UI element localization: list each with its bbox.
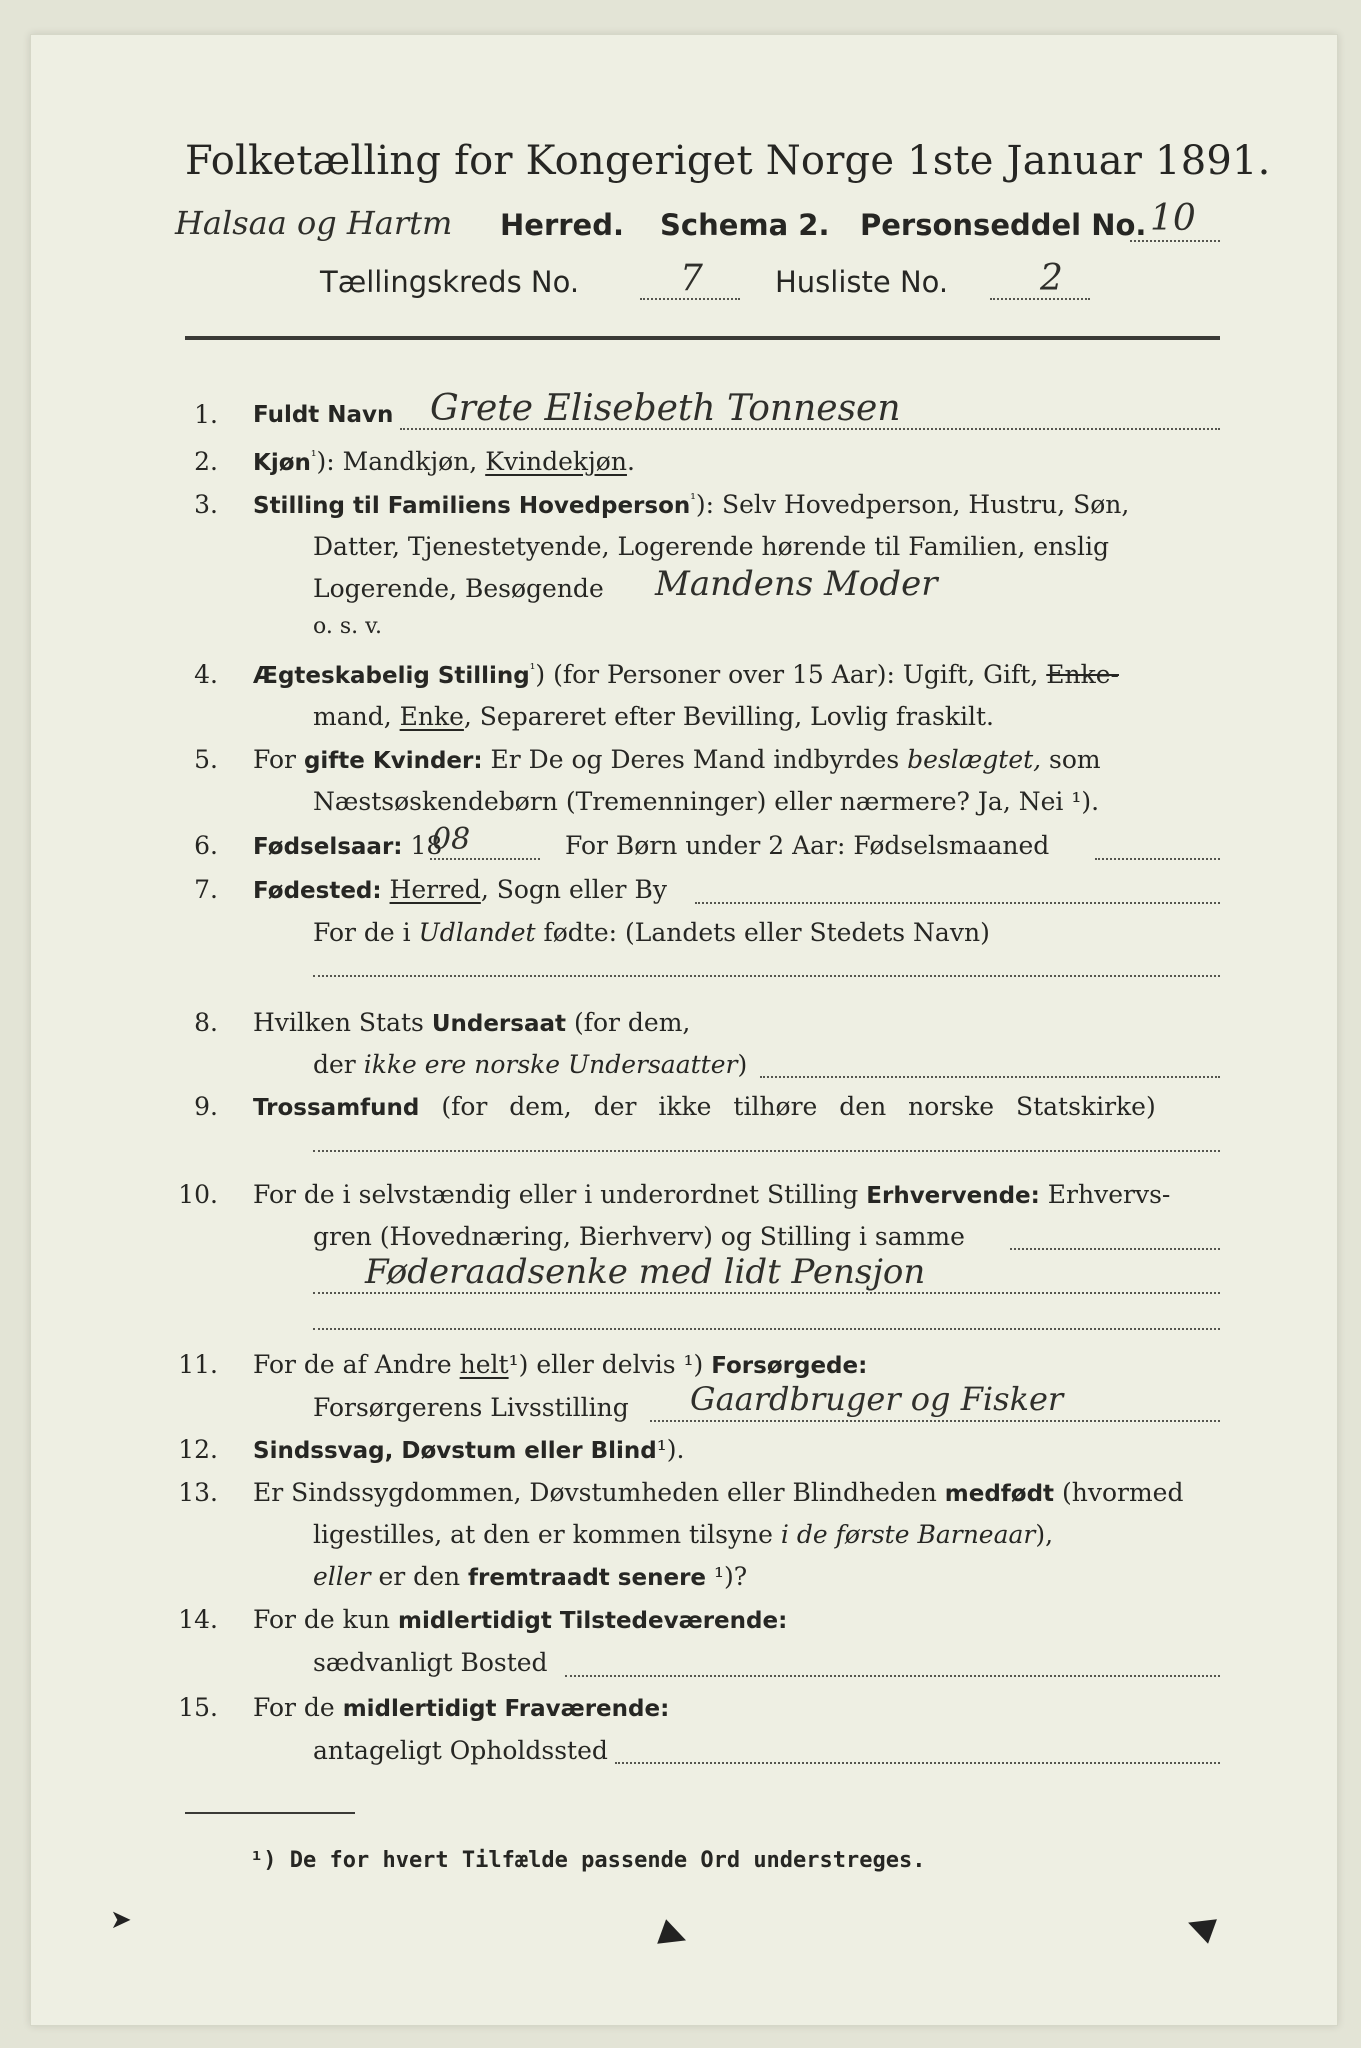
- q9-rest: (for dem, der ikke tilhøre den norske Statskirke): [419, 1092, 1156, 1121]
- q3-line4: o. s. v.: [313, 614, 382, 639]
- q11-number: 11.: [178, 1350, 218, 1379]
- personseddel-dots: [1130, 240, 1220, 242]
- q7-line2: [313, 918, 990, 947]
- q10-rest: Erhvervs-: [1039, 1180, 1171, 1209]
- schema-label: Schema 2.: [660, 208, 830, 242]
- q6-line: [253, 831, 442, 860]
- q15-label: midlertidigt Fraværende:: [342, 1696, 670, 1722]
- q7-line2a: For de i: [313, 918, 419, 947]
- q7-dots1: [695, 902, 1220, 904]
- q6-prefix: 18: [410, 831, 443, 860]
- taellingskreds-label: Tællingskreds No.: [320, 265, 580, 299]
- q11-line2: Forsørgerens Livsstilling: [313, 1393, 629, 1422]
- q13-line2b: ),: [1035, 1520, 1054, 1549]
- q13-line2i: i de første Barneaar: [780, 1520, 1036, 1549]
- q5-end: som: [1041, 745, 1101, 774]
- q13-line3a: er den: [370, 1562, 469, 1591]
- q5-rest: Er De og Deres Mand indbyrdes: [482, 745, 908, 774]
- q14-line2: sædvanligt Bosted: [313, 1648, 548, 1677]
- q1-label: Fuldt Navn: [253, 402, 394, 428]
- q8-rest: (for dem,: [566, 1008, 691, 1037]
- q10-dots3: [313, 1328, 1220, 1330]
- q14-label: midlertidigt Tilstedeværende:: [397, 1608, 788, 1634]
- q4-line2u: Enke: [399, 702, 464, 731]
- q11-line1: [253, 1350, 867, 1379]
- q8-line2i: ikke ere norske Undersaatter: [363, 1050, 738, 1079]
- q7-line1: [253, 875, 667, 904]
- q11-label: Forsørgede:: [711, 1353, 868, 1379]
- footnote: ¹) De for hvert Tilfælde passende Ord understreges.: [250, 1848, 926, 1873]
- q1-number: 1.: [194, 400, 218, 429]
- q10-number: 10.: [178, 1180, 218, 1209]
- q11-mid: ¹) eller delvis ¹): [508, 1350, 712, 1379]
- personseddel-value: 10: [1150, 198, 1196, 239]
- q5-pre: For: [253, 745, 304, 774]
- q13-line3b: fremtraadt senere: [468, 1565, 707, 1591]
- q10-label: Erhvervende:: [866, 1183, 1040, 1209]
- q11-value: Gaardbruger og Fisker: [690, 1380, 1064, 1418]
- q5-line2: Næstsøskendebørn (Tremenninger) eller nærmere? Ja, Nei ¹).: [313, 787, 1100, 816]
- q5-line1: [253, 745, 1101, 774]
- q3-value: Mandens Moder: [655, 564, 938, 604]
- q15-line1: [253, 1693, 669, 1722]
- q13-line1: [253, 1478, 1183, 1507]
- q8-line2a: der: [313, 1050, 364, 1079]
- husliste-dots: [990, 298, 1090, 300]
- taellingskreds-dots: [640, 298, 740, 300]
- q10-line1: [253, 1180, 1170, 1209]
- q8-line1: [253, 1008, 690, 1037]
- q14-number: 14.: [178, 1605, 218, 1634]
- q6-dots-month: [1095, 858, 1220, 860]
- q10-dots1: [1010, 1248, 1220, 1250]
- q13-line3i: eller: [313, 1562, 371, 1591]
- q6-label: Fødselsaar:: [253, 834, 403, 860]
- q13-pre: Er Sindssygdommen, Døvstumheden eller Blindheden: [253, 1478, 945, 1507]
- q10-line2: gren (Hovednæring, Bierhverv) og Stilling i samme: [313, 1222, 965, 1251]
- q7-underlined: Herred: [389, 875, 481, 904]
- q7-rest: , Sogn eller By: [480, 875, 667, 904]
- q6-dots-year: [430, 858, 540, 860]
- q4-line2a: mand,: [313, 702, 400, 731]
- q8-line2b: ): [737, 1050, 748, 1079]
- q13-rest: (hvormed: [1054, 1478, 1184, 1507]
- q2-end: .: [626, 447, 635, 476]
- q2-label: Kjøn: [253, 450, 311, 476]
- q15-line2: antageligt Opholdssted: [313, 1736, 608, 1765]
- q7-dots2: [313, 975, 1220, 977]
- q3-rest: ): Selv Hovedperson, Hustru, Søn,: [695, 490, 1130, 519]
- q11-pre: For de af Andre: [253, 1350, 460, 1379]
- q14-line1: [253, 1605, 787, 1634]
- q11-dots: [650, 1420, 1220, 1422]
- q7-line2b: fødte: (Landets eller Stedets Navn): [535, 918, 990, 947]
- q14-pre: For de kun: [253, 1605, 398, 1634]
- q8-pre: Hvilken Stats: [253, 1008, 432, 1037]
- q3-line2: Datter, Tjenestetyende, Logerende hørende til Familien, enslig: [313, 532, 1110, 561]
- q6-value: 08: [432, 822, 471, 857]
- q13-line3c: ¹)?: [706, 1562, 748, 1591]
- taellingskreds-value: 7: [680, 258, 703, 299]
- q5-italic: beslægtet,: [907, 745, 1042, 774]
- form-title: Folketælling for Kongeriget Norge 1ste Januar 1891.: [185, 138, 1271, 184]
- personseddel-label: Personseddel No.: [860, 208, 1147, 242]
- q13-number: 13.: [178, 1478, 218, 1507]
- husliste-value: 2: [1040, 258, 1063, 299]
- q15-dots: [615, 1762, 1220, 1764]
- q4-line1: [253, 660, 1119, 689]
- q9-line: [253, 1092, 1156, 1121]
- q12-number: 12.: [178, 1435, 218, 1464]
- q10-dots2: [313, 1292, 1220, 1294]
- q7-number: 7.: [194, 875, 218, 904]
- q9-dots: [313, 1150, 1220, 1152]
- q10-value: Føderaadsenke med lidt Pensjon: [365, 1252, 926, 1292]
- q12-rest: ¹).: [656, 1435, 685, 1464]
- q6-rest: For Børn under 2 Aar: Fødselsmaaned: [565, 831, 1050, 860]
- q3-line3: Logerende, Besøgende: [313, 574, 604, 603]
- q8-number: 8.: [194, 1008, 218, 1037]
- q9-label: Trossamfund: [253, 1095, 420, 1121]
- q15-number: 15.: [178, 1693, 218, 1722]
- q12-line: [253, 1435, 685, 1464]
- q2-underlined: Kvindekjøn: [485, 447, 627, 476]
- q4-label: Ægteskabelig Stilling: [253, 663, 530, 689]
- q13-label: medfødt: [944, 1481, 1055, 1507]
- q2-sup: ¹: [310, 448, 317, 465]
- footnote-rule: [185, 1812, 355, 1814]
- q7-label: Fødested:: [253, 878, 382, 904]
- q3-sup: ¹: [690, 491, 696, 508]
- herred-label: Herred.: [500, 208, 624, 242]
- q8-line2: [313, 1050, 747, 1079]
- q8-label: Undersaat: [431, 1011, 566, 1037]
- registration-mark-left-icon: ➤: [110, 1905, 132, 1935]
- q14-dots: [565, 1675, 1220, 1677]
- q12-label: Sindssvag, Døvstum eller Blind: [253, 1438, 657, 1464]
- q1-value: Grete Elisebeth Tonnesen: [430, 388, 901, 429]
- q7-line2i: Udlandet: [418, 918, 536, 947]
- q4-rest: ) (for Personer over 15 Aar): Ugift, Gift,: [535, 660, 1047, 689]
- q3-line1: [253, 490, 1129, 519]
- q8-dots: [760, 1076, 1220, 1078]
- herred-value: Halsaa og Hartm: [175, 204, 453, 242]
- header-rule: [185, 336, 1220, 340]
- q15-pre: For de: [253, 1693, 343, 1722]
- q2-rest: ): Mandkjøn,: [316, 447, 486, 476]
- q11-underlined: helt: [459, 1350, 509, 1379]
- q2-number: 2.: [194, 447, 218, 476]
- q4-number: 4.: [194, 660, 218, 689]
- q4-line2: [313, 702, 994, 731]
- q4-struck: Enke-: [1046, 660, 1119, 689]
- q3-number: 3.: [194, 490, 218, 519]
- q5-number: 5.: [194, 745, 218, 774]
- husliste-label: Husliste No.: [775, 265, 949, 299]
- q2-line: [253, 447, 635, 476]
- registration-mark-right-icon: ◀: [1181, 1901, 1221, 1949]
- q13-line3: [313, 1562, 747, 1591]
- registration-mark-center-icon: ◀: [653, 1914, 693, 1962]
- q4-sup: ¹: [529, 661, 536, 678]
- q5-label: gifte Kvinder:: [303, 748, 483, 774]
- q13-line2: [313, 1520, 1053, 1549]
- q13-line2a: ligestilles, at den er kommen tilsyne: [313, 1520, 781, 1549]
- q9-number: 9.: [194, 1092, 218, 1121]
- q10-pre: For de i selvstændig eller i underordnet Stilling: [253, 1180, 867, 1209]
- q4-line2b: , Separeret efter Bevilling, Lovlig fraskilt.: [463, 702, 994, 731]
- q6-number: 6.: [194, 831, 218, 860]
- q3-label: Stilling til Familiens Hovedperson: [253, 493, 691, 519]
